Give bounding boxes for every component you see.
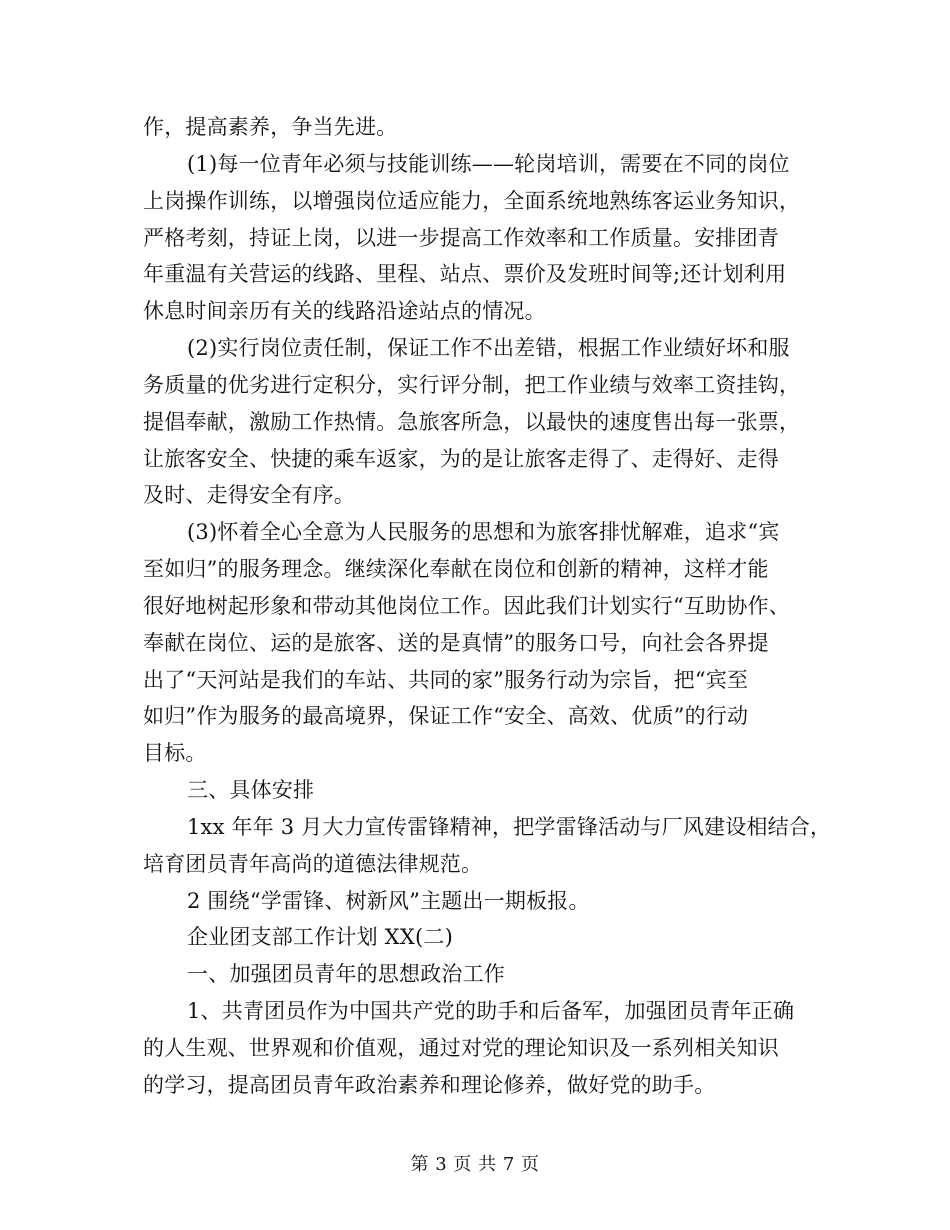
text-line: 培育团员青年高尚的道德法律规范。 [143, 852, 483, 876]
text-line: 至如归”的服务理念。继续深化奉献在岗位和创新的精神，这样才能 [143, 557, 769, 581]
text-line: 上岗操作训练，以增强岗位适应能力，全面系统地熟练客运业务知识， [143, 189, 801, 213]
text-line: 休息时间亲历有关的线路沿途站点的情况。 [143, 299, 546, 323]
text-line: 1、共青团员作为中国共产党的助手和后备军，加强团员青年正确 [187, 999, 795, 1023]
section-heading: 一、加强团员青年的思想政治工作 [187, 962, 505, 986]
text-line: 的学习，提高团员青年政治素养和理论修养，做好党的助手。 [143, 1073, 716, 1097]
text-line: 2 围绕“学雷锋、树新风”主题出一期板报。 [187, 889, 590, 913]
text-line: (1)每一位青年必须与技能训练——轮岗培训，需要在不同的岗位 [187, 152, 790, 176]
text-line: 奉献在岗位、运的是旅客、送的是真情”的服务口号，向社会各界提 [143, 631, 769, 655]
text-line: 的人生观、世界观和价值观，通过对党的理论知识及一系列相关知识 [143, 1036, 779, 1060]
text-line: 作，提高素养，争当先进。 [143, 115, 398, 139]
text-line: 让旅客安全、快捷的乘车返家，为的是让旅客走得了、走得好、走得 [143, 447, 779, 471]
text-line: 如归”作为服务的最高境界，保证工作“安全、高效、优质”的行动 [143, 704, 749, 728]
text-line: (2)实行岗位责任制，保证工作不出差错，根据工作业绩好坏和服 [187, 336, 790, 360]
text-line: 年重温有关营运的线路、里程、站点、票价及发班时间等;还计划利用 [143, 262, 787, 286]
text-line: 务质量的优劣进行定积分，实行评分制，把工作业绩与效率工资挂钩， [143, 373, 801, 397]
section-heading: 三、具体安排 [187, 778, 315, 802]
text-line: (3)怀着全心全意为人民服务的思想和为旅客排忧解难，追求“宾 [187, 520, 780, 544]
text-line: 及时、走得安全有序。 [143, 483, 355, 507]
text-line: 提倡奉献，激励工作热情。急旅客所急，以最快的速度售出每一张票， [143, 410, 801, 434]
section-title: 企业团支部工作计划 XX(二) [187, 925, 453, 949]
text-line: 严格考刻，持证上岗，以进一步提高工作效率和工作质量。安排团青 [143, 226, 779, 250]
text-line: 目标。 [143, 741, 207, 765]
page-number-footer: 第 3 页 共 7 页 [410, 1154, 540, 1175]
text-line: 很好地树起形象和带动其他岗位工作。因此我们计划实行“互助协作、 [143, 594, 790, 618]
text-line: 出了“天河站是我们的车站、共同的家”服务行动为宗旨，把“宾至 [143, 668, 749, 692]
text-line: 1xx 年年 3 月大力宣传雷锋精神，把学雷锋活动与厂风建设相结合， [187, 815, 832, 839]
